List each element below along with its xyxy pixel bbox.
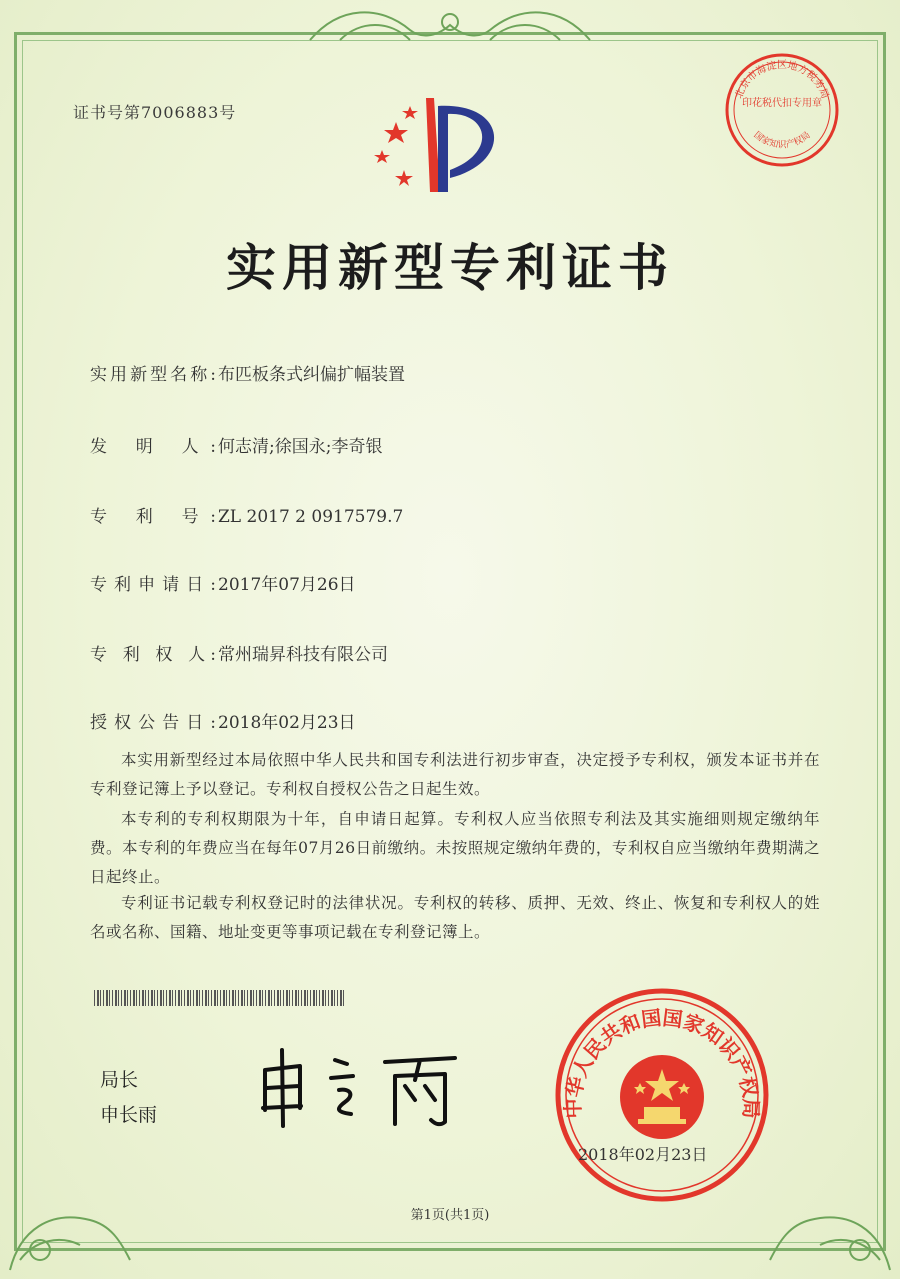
director-name: 申长雨 (100, 1104, 158, 1126)
national-emblem-icon (620, 1055, 704, 1139)
field-label: 专 利 号: (90, 507, 216, 527)
tax-seal-top-text: 北京市海淀区地方税务局 (733, 60, 831, 101)
paragraph-term: 本专利的专利权期限为十年，自申请日起算。专利权人应当依照专利法及其实施细则规定缴纳年费。本专利的年费应当在每年07月26日前缴纳。未按照规定缴纳年费的，专利权自应当缴纳年费期满之日起终止。 (90, 810, 820, 886)
cnipa-seal (552, 985, 772, 1205)
field-utility-model-name (90, 360, 405, 385)
barcode (94, 990, 344, 1006)
field-label: 实用新型名称: (90, 365, 216, 385)
certificate-title: 实用新型专利证书 (226, 239, 674, 297)
field-application-date (90, 570, 356, 595)
field-label: 发 明 人: (90, 437, 216, 457)
tax-seal (722, 50, 842, 170)
field-label: 授权公告日: (90, 713, 216, 733)
svg-text:北京市海淀区地方税务局 (733, 58, 831, 100)
field-value: 2018年02月23日 (218, 713, 356, 733)
seal-date: 2018年02月23日 (578, 1145, 708, 1164)
field-label: 专利申请日: (90, 575, 216, 595)
field-inventors (90, 432, 382, 457)
page-number: 第1页(共1页) (410, 1208, 490, 1223)
field-label: 专 利 权 人: (90, 645, 216, 665)
director-title: 局长 (100, 1069, 139, 1091)
paragraph-grant: 本实用新型经过本局依照中华人民共和国专利法进行初步审查，决定授予专利权，颁发本证书并在专利登记簿上予以登记。专利权自授权公告之日起生效。 (90, 751, 820, 798)
director-signature (255, 1040, 475, 1130)
field-patent-number (90, 502, 403, 527)
field-value: ZL 2017 2 0917579.7 (218, 507, 404, 527)
field-value: 布匹板条式纠偏扩幅装置 (218, 365, 405, 385)
patent-office-logo (368, 92, 528, 212)
field-value: 常州瑞昇科技有限公司 (218, 645, 388, 665)
cnipa-seal-text: 中华人民共和国国家知识产权局 (560, 1005, 764, 1119)
paragraph-legal-status: 专利证书记载专利权登记时的法律状况。专利权的转移、质押、无效、终止、恢复和专利权人的姓名或名称、国籍、地址变更等事项记载在专利登记簿上。 (90, 894, 820, 941)
field-value: 何志清;徐国永;李奇银 (218, 437, 383, 457)
field-grant-date (90, 708, 356, 733)
field-patentee (90, 640, 388, 665)
svg-text:国家知识产权局 (751, 130, 812, 151)
tax-seal-inner-text: 印花税代扣专用章 (742, 98, 822, 109)
top-ornament (300, 0, 600, 50)
field-value: 2017年07月26日 (218, 575, 356, 595)
certificate-number: 证书号第7006883号 (73, 103, 237, 122)
tax-seal-bottom-text: 国家知识产权局 (751, 130, 813, 151)
